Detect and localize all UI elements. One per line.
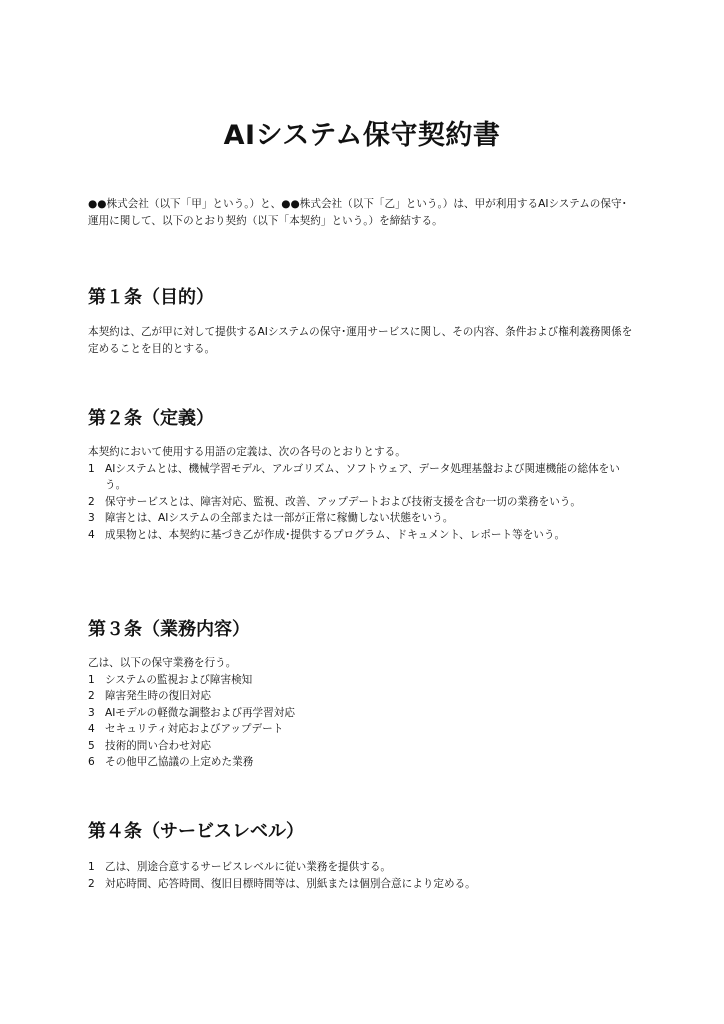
item-text: AIシステムとは、機械学習モデル、アルゴリズム、ソフトウェア、データ処理基盤および関連機能の総体をいう。 (105, 462, 620, 491)
list-item (88, 721, 640, 738)
item-text: 成果物とは、本契約に基づき乙が作成･提供するプログラム、ドキュメント、レポート等をいう。 (105, 528, 566, 541)
list-item (88, 754, 640, 771)
item-number: 1 (88, 861, 95, 873)
item-number: 4 (88, 723, 95, 735)
item-text: 保守サービスとは、障害対応、監視、改善、アップデートおよび技術支援を含む一切の業務をいう。 (105, 495, 581, 508)
article-3-scope-of-work (88, 618, 648, 771)
article-1-purpose (88, 286, 648, 357)
item-text: 障害発生時の復旧対応 (105, 690, 211, 702)
item-number: 1 (88, 462, 95, 475)
item-text: その他甲乙協議の上定めた業務 (105, 756, 254, 768)
list-item (88, 876, 640, 893)
list-item (88, 510, 640, 527)
item-text: 障害とは、AIシステムの全部または一部が正常に稼働しない状態をいう。 (105, 512, 454, 524)
item-number: 6 (88, 756, 95, 768)
item-number: 5 (88, 739, 95, 752)
article-heading: 第１条（目的） (88, 287, 214, 308)
item-number: 4 (88, 528, 95, 541)
item-text: AIモデルの軽微な調整および再学習対応 (105, 706, 295, 719)
list-item (88, 672, 640, 689)
item-number: 2 (88, 495, 95, 508)
article-2-definitions (88, 407, 648, 543)
item-text: 技術的問い合わせ対応 (105, 739, 211, 752)
article-heading: 第４条（サービスレベル） (88, 821, 304, 842)
document-title: AIシステム保守契約書 (223, 120, 501, 151)
article-heading: 第２条（定義） (88, 408, 214, 429)
list-item (88, 527, 640, 544)
list-item (88, 705, 640, 722)
item-number: 2 (88, 690, 95, 702)
article-paragraph: 乙は、以下の保守業務を行う。 (88, 657, 237, 669)
item-text: 対応時間、応答時間、復旧目標時間等は、別紙または個別合意により定める。 (105, 877, 476, 890)
intro-paragraph: ●●株式会社（以下「甲」という。）と、●●株式会社（以下「乙」という。）は、甲が利用するAIシステムの保守･運用に関して、以下のとおり契約（以下「本契約」という。）を締結する。 (88, 198, 627, 227)
item-text: 乙は、別途合意するサービスレベルに従い業務を提供する。 (105, 861, 392, 873)
list-item (88, 494, 640, 511)
item-number: 1 (88, 673, 95, 686)
article-4-service-level (88, 820, 648, 892)
list-item (88, 688, 640, 705)
item-number: 3 (88, 706, 95, 719)
list-item (88, 461, 640, 494)
article-paragraph: 本契約において使用する用語の定義は、次の各号のとおりとする。 (88, 446, 406, 458)
article-paragraph: 本契約は、乙が甲に対して提供するAIシステムの保守･運用サービスに関し、その内容、条件および権利義務関係を定めることを目的とする。 (88, 326, 633, 355)
item-number: 2 (88, 877, 95, 890)
item-text: システムの監視および障害検知 (105, 673, 253, 686)
article-heading: 第３条（業務内容） (88, 619, 250, 640)
item-number: 3 (88, 512, 95, 524)
list-item (88, 859, 640, 876)
item-text: セキュリティ対応およびアップデート (105, 723, 284, 735)
list-item (88, 738, 640, 755)
